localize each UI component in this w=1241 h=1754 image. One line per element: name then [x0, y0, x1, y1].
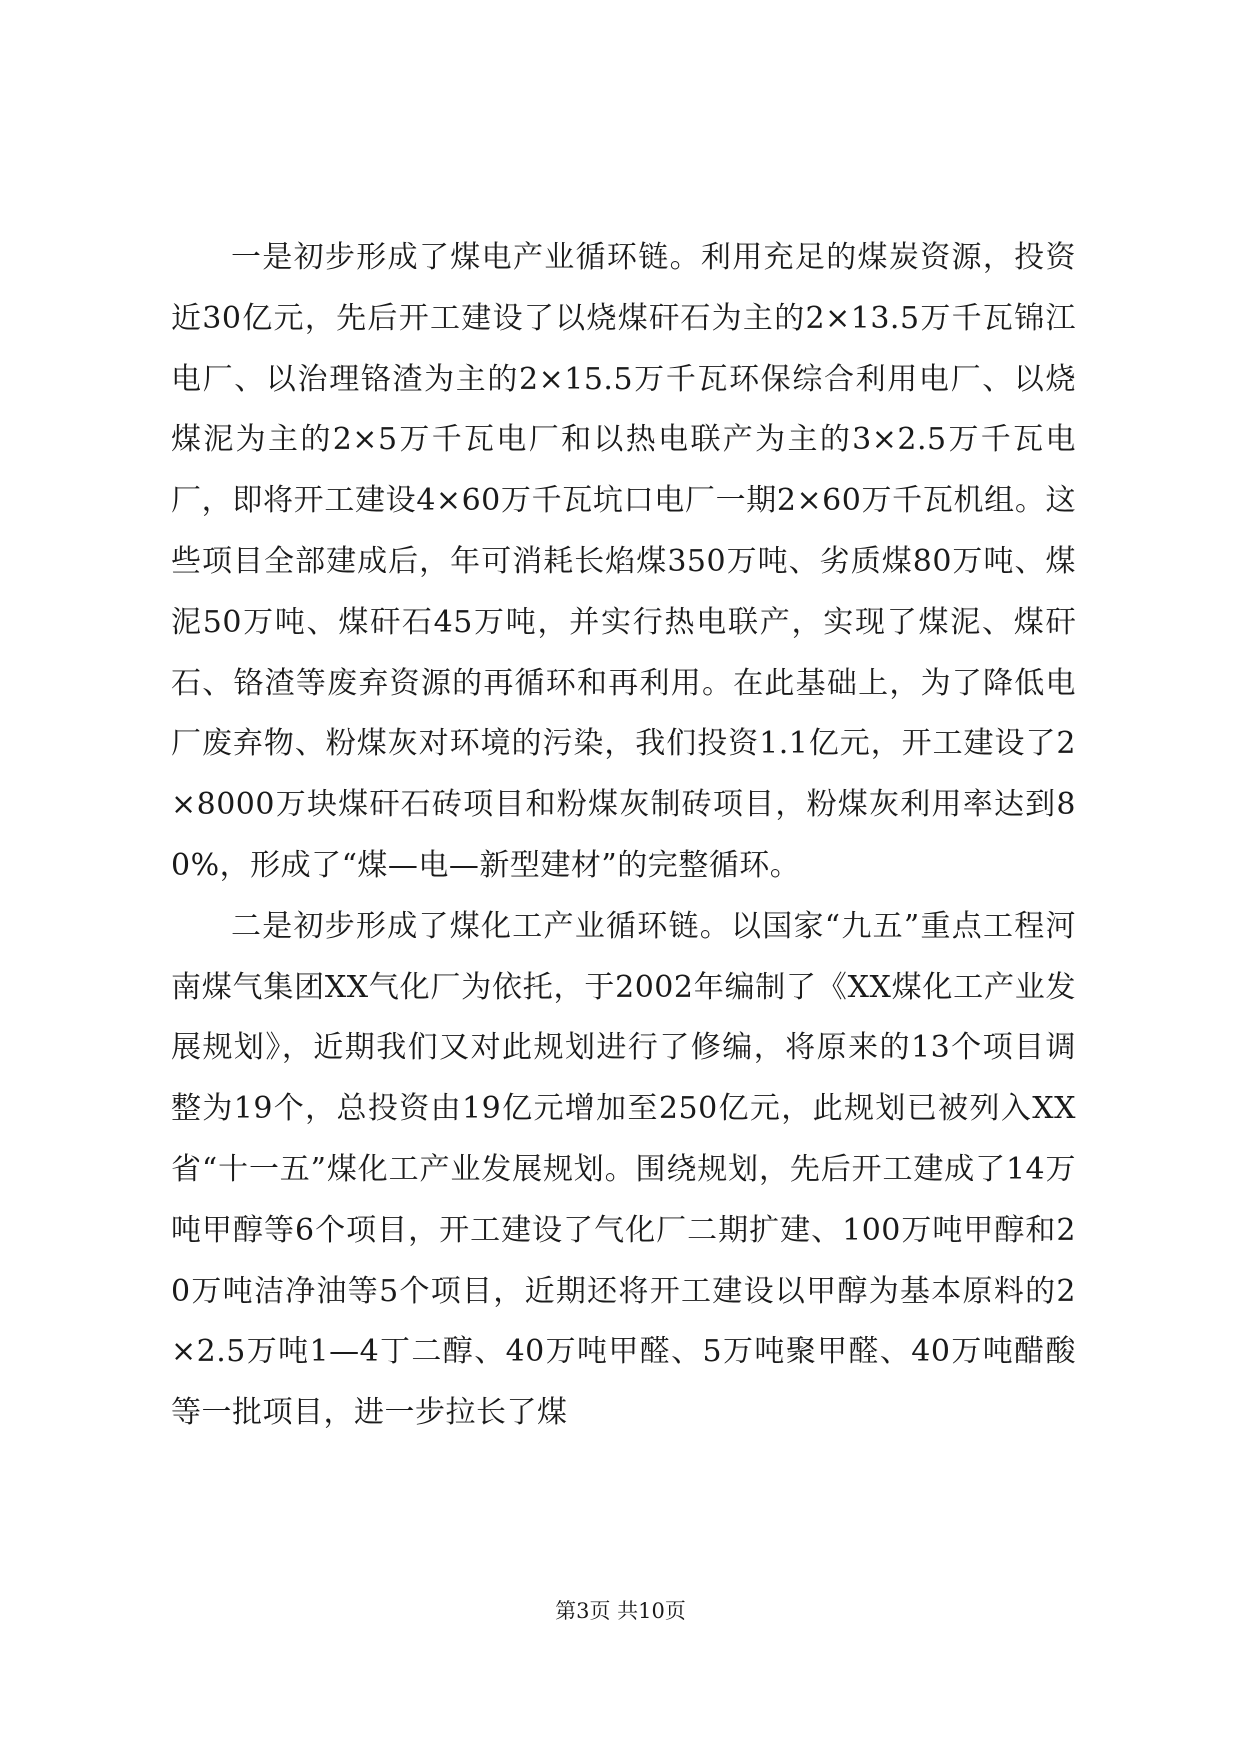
- document-body: [171, 228, 1076, 1444]
- paragraph-coal-chemical-chain: 二是初步形成了煤化工产业循环链。以国家“九五”重点工程河南煤气集团XX气化厂为依托，于2002年编制了《XX煤化工产业发展规划》，近期我们又对此规划进行了修编，将原来的13个项目调整为19个，总投资由19亿元增加至250亿元，此规划已被列入XX省“十一五”煤化工产业发展规划。围绕规划，先后开工建成了14万吨甲醇等6个项目，开工建设了气化厂二期扩建、100万吨甲醇和20万吨洁净油等5个项目，近期还将开工建设以甲醇为基本原料的2×2.5万吨1—4丁二醇、40万吨甲醛、5万吨聚甲醛、40万吨醋酸等一批项目，进一步拉长了煤: [171, 908, 1076, 1431]
- paragraph-coal-power-chain: 一是初步形成了煤电产业循环链。利用充足的煤炭资源，投资近30亿元，先后开工建设了以烧煤矸石为主的2×13.5万千瓦锦江电厂、以治理铬渣为主的2×15.5万千瓦环保综合利用电厂、以烧煤泥为主的2×5万千瓦电厂和以热电联产为主的3×2.5万千瓦电厂，即将开工建设4×60万千瓦坑口电厂一期2×60万千瓦机组。这些项目全部建成后，年可消耗长焰煤350万吨、劣质煤80万吨、煤泥50万吨、煤矸石45万吨，并实行热电联产，实现了煤泥、煤矸石、铬渣等废弃资源的再循环和再利用。在此基础上，为了降低电厂废弃物、粉煤灰对环境的污染，我们投资1.1亿元，开工建设了2×8000万块煤矸石砖项目和粉煤灰制砖项目，粉煤灰利用率达到80%，形成了“煤—电—新型建材”的完整循环。: [171, 240, 1076, 883]
- page-number-footer: 第3页 共10页: [555, 1599, 686, 1623]
